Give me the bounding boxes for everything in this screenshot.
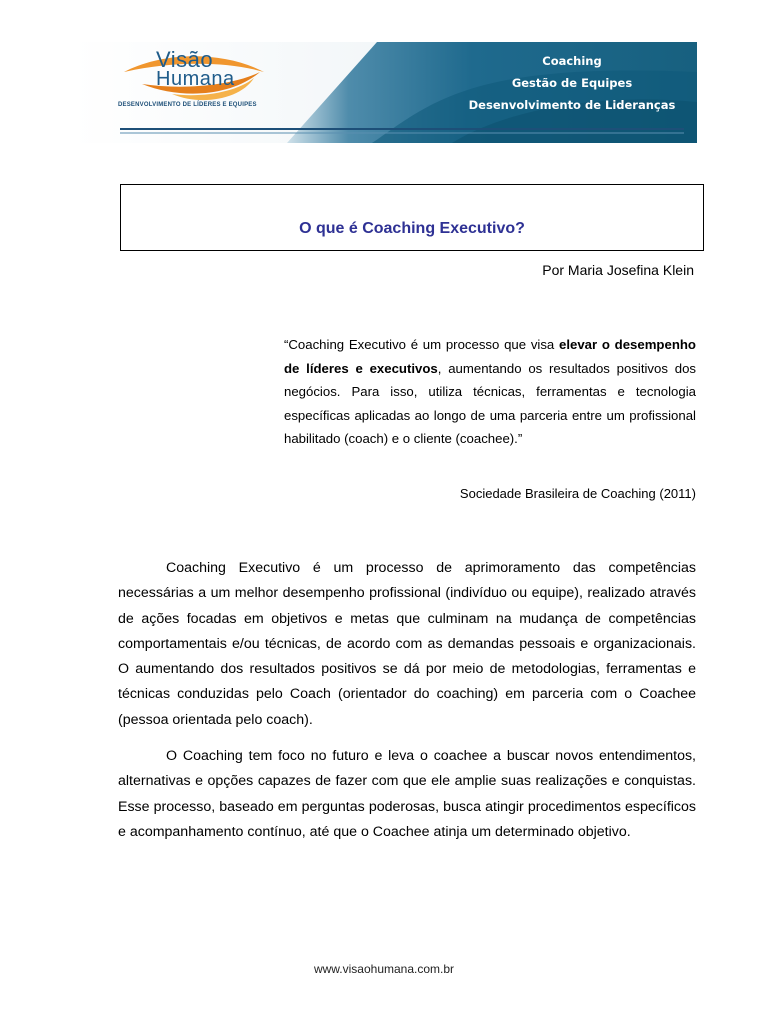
article-title: O que é Coaching Executivo? [299, 220, 525, 237]
body-paragraph-1: Coaching Executivo é um processo de aprimoramento das competências necessárias a um melhor desempenho profissional (indivíduo ou equipe), realizado através de ações focadas em objetivos e metas que culminam na mudança de competências comportamentais e/ou técnicas, de acordo com as demandas pessoais e organizacionais. O aumentando dos resultados positivos se dá por meio de metodologias, ferramentas e técnicas conduzidas pelo Coach (orientador do coaching) em parceria com o Coachee (pessoa orientada pelo coach). [118, 560, 696, 728]
title-box [120, 184, 704, 251]
article-author: Por Maria Josefina Klein [542, 262, 694, 278]
banner-item-lideranca: Desenvolvimento de Lideranças [468, 98, 676, 112]
body-paragraph-2: O Coaching tem foco no futuro e leva o coachee a buscar novos entendimentos, alternativas e opções capazes de fazer com que ele amplie suas realizações e conquistas. Esse processo, baseado em perguntas poderosas, busca atingir procedimentos específicos e acompanhamento contínuo, até que o Coachee atinja um determinado objetivo. [118, 748, 696, 840]
logo-text-visao: Visão [156, 47, 214, 72]
quote-text-bold: elevar o desempenho de líderes e executivos [284, 337, 696, 376]
banner-menu [452, 50, 692, 116]
logo [72, 42, 312, 143]
quote-text-end: , aumentando os resultados positivos dos negócios. Para isso, utiliza técnicas, ferramentas e tecnologia específicas aplicadas ao longo de uma parceria entre um profissional habilitado (coach) e o cliente (coachee).” [284, 360, 697, 446]
footer-url: www.visaohumana.com.br [313, 962, 455, 976]
banner-item-gestao: Gestão de Equipes [511, 76, 633, 90]
quote-source: Sociedade Brasileira de Coaching (2011) [459, 486, 696, 501]
epigraph-quote [284, 333, 696, 451]
banner-item-coaching: Coaching [542, 54, 602, 68]
logo-text-humana: Humana [156, 68, 235, 90]
header-banner [72, 42, 697, 143]
quote-text-start: “Coaching Executivo é um processo que visa [284, 337, 559, 352]
logo-tagline: DESENVOLVIMENTO DE LÍDERES E EQUIPES [118, 102, 257, 108]
